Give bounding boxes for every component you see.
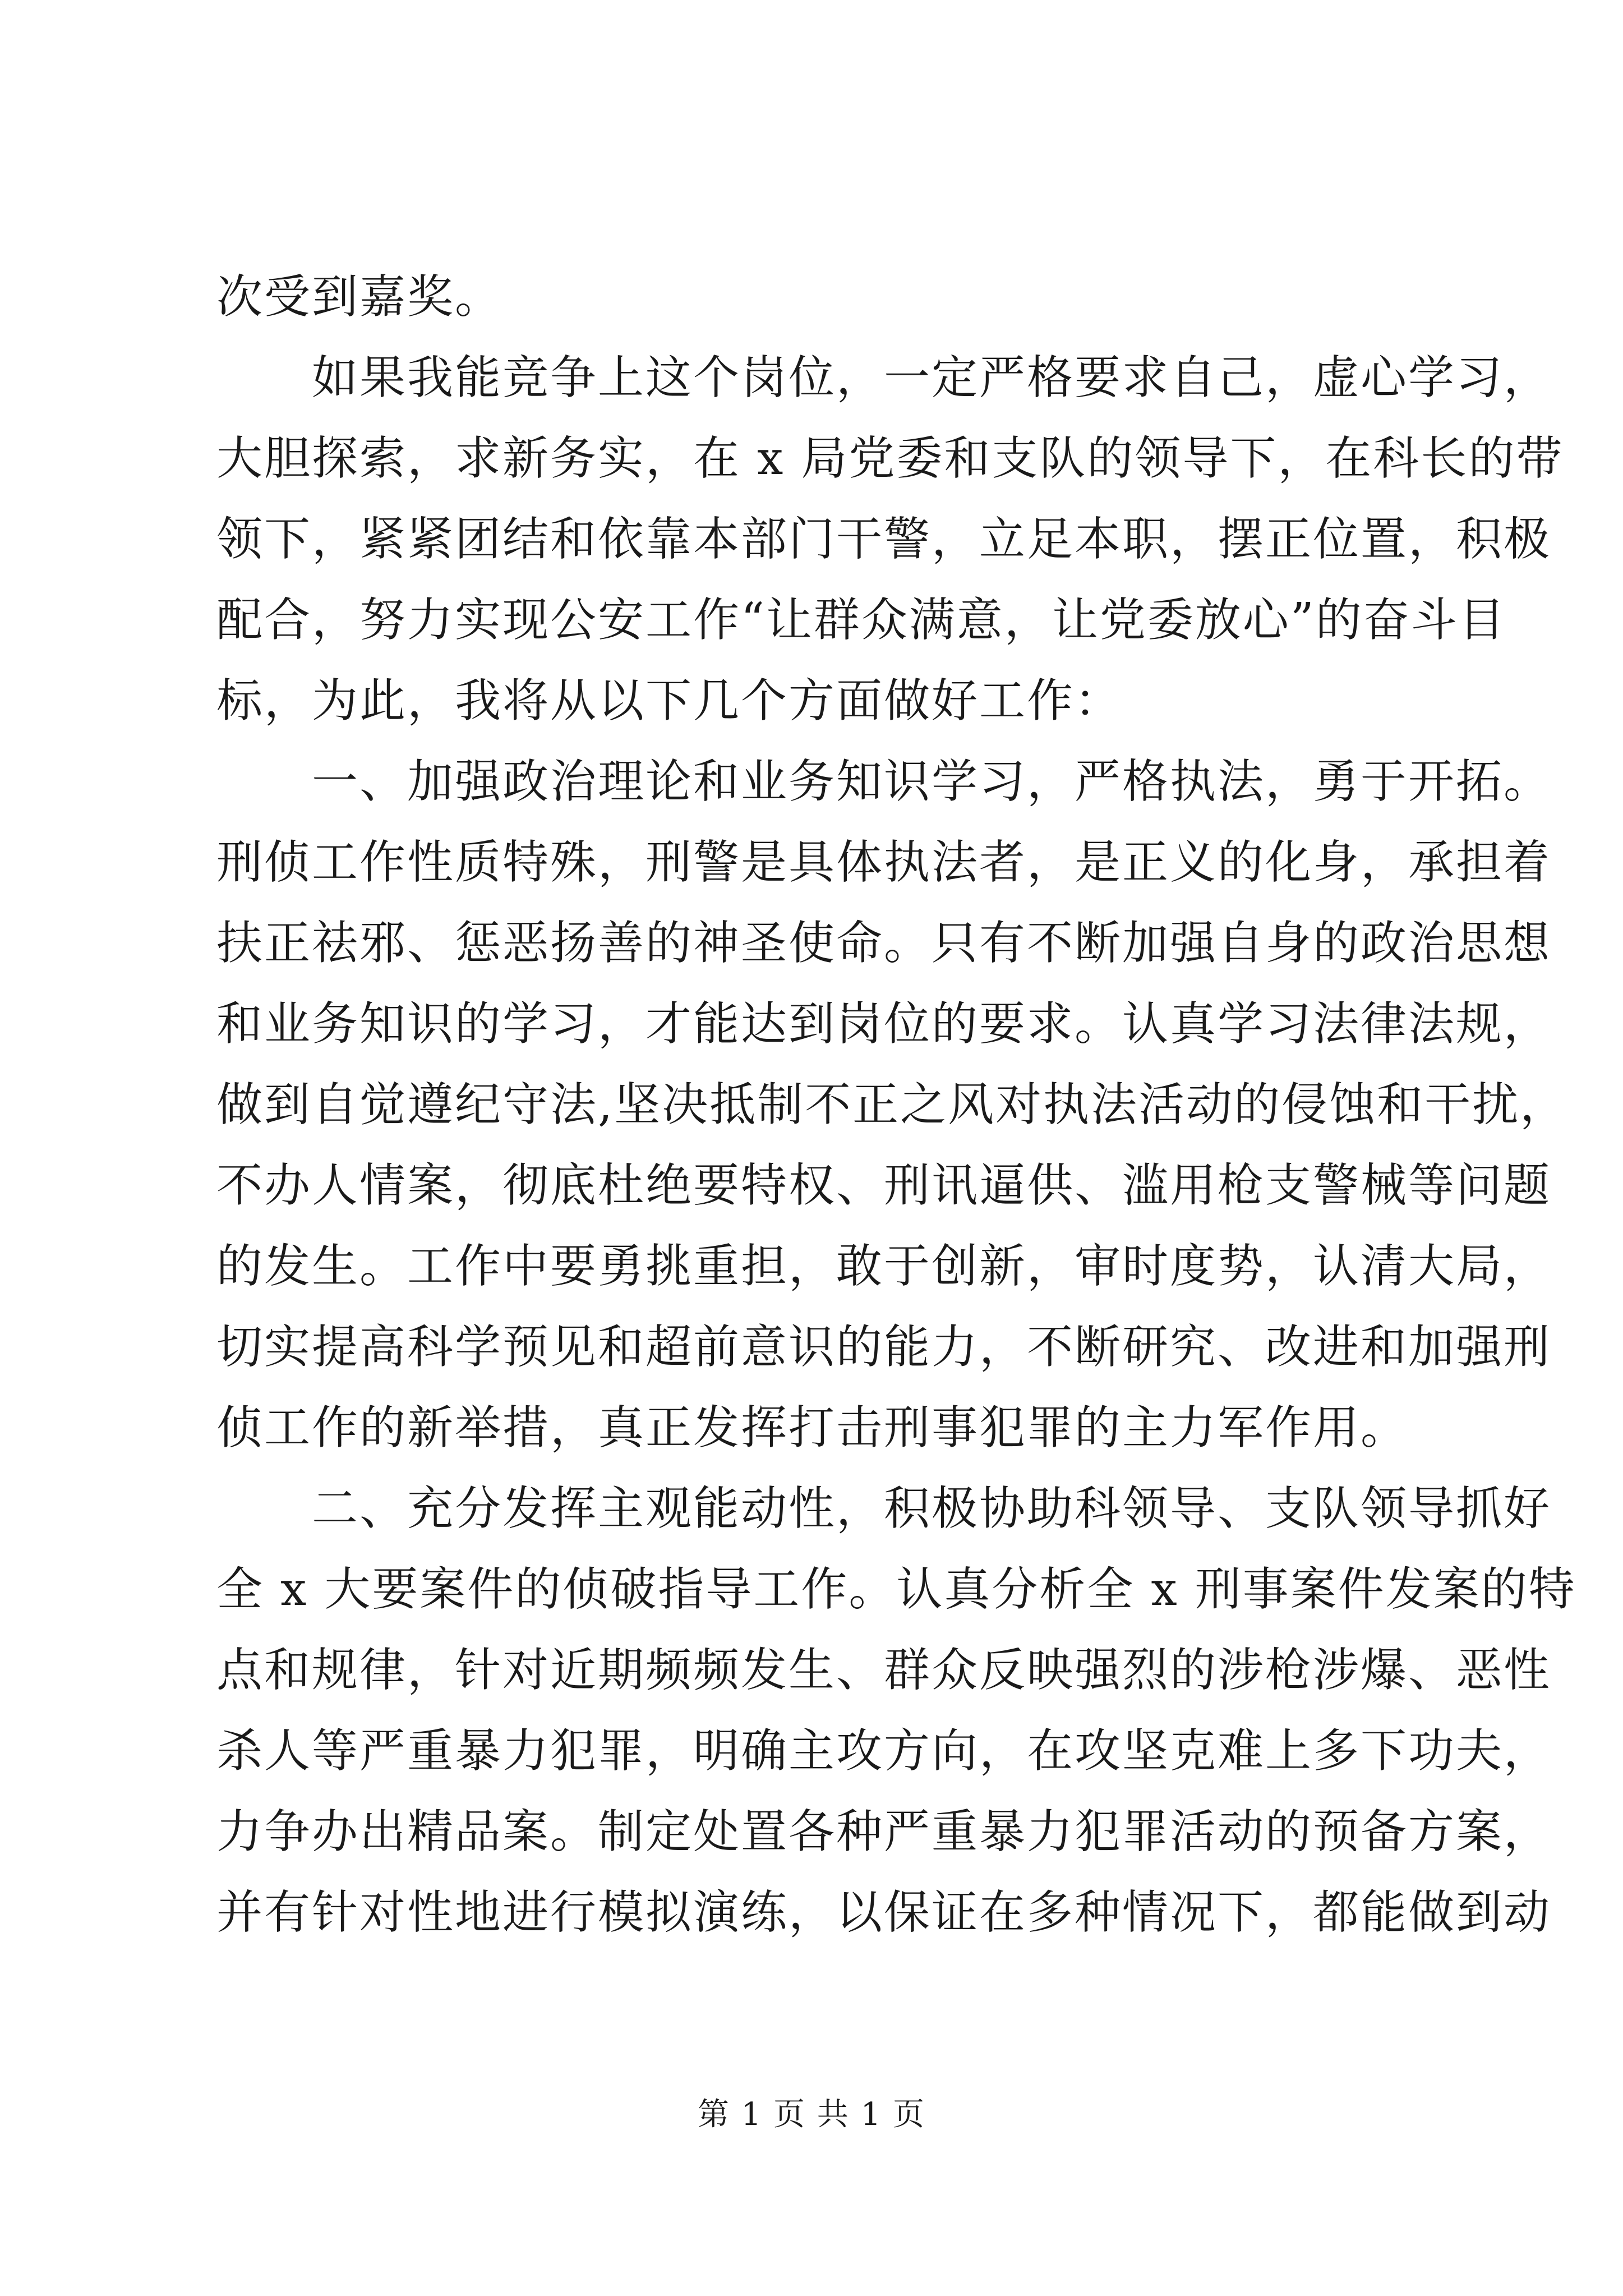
text-line: 切实提高科学预见和超前意识的能力，不断研究、改进和加强刑 bbox=[216, 1320, 1552, 1374]
text-line: 二、充分发挥主观能动性，积极协助科领导、支队领导抓好 bbox=[312, 1482, 1552, 1535]
text-line: 次受到嘉奖。 bbox=[216, 270, 503, 324]
text-line: 配合，努力实现公安工作“让群众满意，让党委放心”的奋斗目 bbox=[216, 593, 1506, 647]
text-line: 不办人情案，彻底杜绝要特权、刑讯逼供、滥用枪支警械等问题 bbox=[216, 1159, 1552, 1212]
text-line: 扶正祛邪、惩恶扬善的神圣使命。只有不断加强自身的政治思想 bbox=[216, 917, 1552, 970]
text-line: 领下，紧紧团结和依靠本部门干警，立足本职，摆正位置，积极 bbox=[216, 513, 1552, 566]
document-body bbox=[216, 257, 1576, 1953]
text-line: 并有针对性地进行模拟演练，以保证在多种情况下，都能做到动 bbox=[216, 1886, 1552, 1939]
text-line: 力争办出精品案。制定处置各种严重暴力犯罪活动的预备方案， bbox=[216, 1805, 1552, 1858]
text-line: 刑侦工作性质特殊，刑警是具体执法者，是正义的化身，承担着 bbox=[216, 836, 1552, 889]
text-line: 一、加强政治理论和业务知识学习，严格执法，勇于开拓。 bbox=[312, 755, 1552, 808]
text-line: 点和规律，针对近期频频发生、群众反映强烈的涉枪涉爆、恶性 bbox=[216, 1644, 1552, 1697]
text-line: 侦工作的新举措，真正发挥打击刑事犯罪的主力军作用。 bbox=[216, 1401, 1409, 1455]
text-line: 和业务知识的学习，才能达到岗位的要求。认真学习法律法规， bbox=[216, 997, 1552, 1051]
text-line: 的发生。工作中要勇挑重担，敢于创新，审时度势，认清大局， bbox=[216, 1240, 1552, 1293]
text-line: 标，为此，我将从以下几个方面做好工作： bbox=[216, 674, 1123, 728]
text-line: 大胆探索，求新务实，在 x 局党委和支队的领导下，在科长的带 bbox=[216, 432, 1564, 485]
page-footer: 第 1 页 共 1 页 bbox=[697, 2096, 926, 2133]
text-line: 如果我能竞争上这个岗位，一定严格要求自己，虚心学习， bbox=[312, 351, 1552, 404]
text-line: 做到自觉遵纪守法,坚决抵制不正之风对执法活动的侵蚀和干扰， bbox=[216, 1078, 1568, 1131]
text-line: 杀人等严重暴力犯罪，明确主攻方向，在攻坚克难上多下功夫， bbox=[216, 1724, 1552, 1778]
text-line: 全 x 大要案件的侦破指导工作。认真分析全 x 刑事案件发案的特 bbox=[216, 1563, 1576, 1616]
